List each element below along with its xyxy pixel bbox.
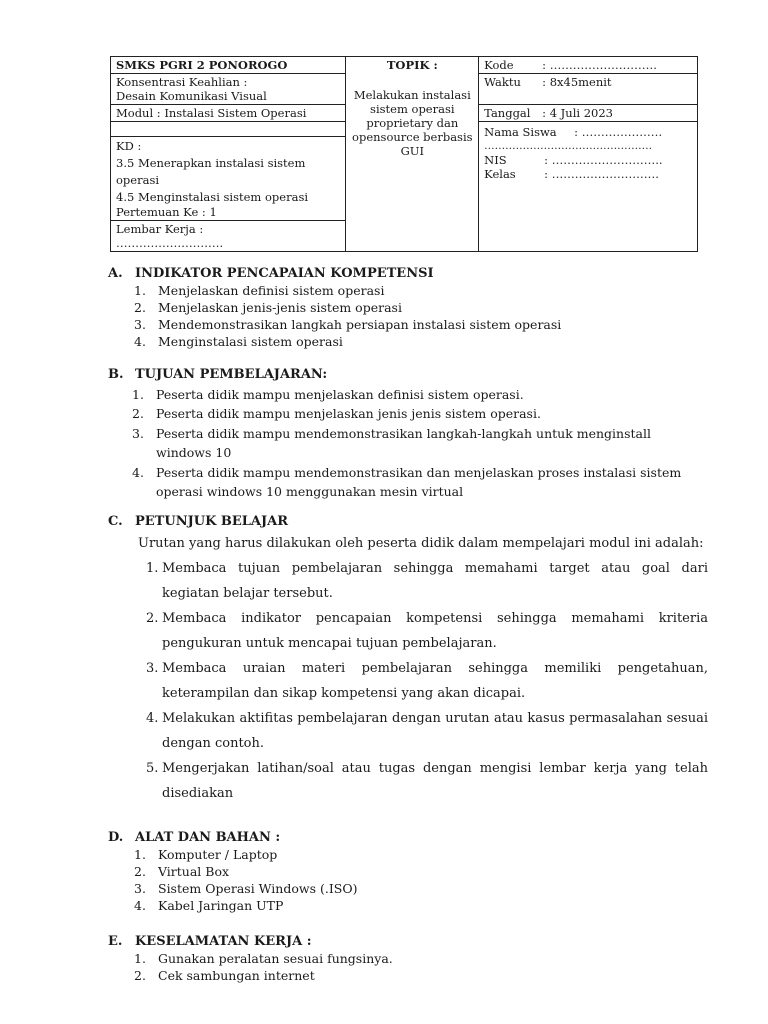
waktu-label: Waktu	[484, 75, 521, 89]
item-number: 2.	[134, 864, 146, 879]
nama-value: : …………………	[574, 125, 663, 139]
section-letter: B.	[108, 367, 124, 382]
item-number: 1.	[134, 951, 146, 966]
item-text: Sistem Operasi Windows (.ISO)	[158, 881, 358, 896]
list-item	[108, 706, 708, 756]
nis-label: NIS	[484, 153, 507, 167]
section-title	[108, 265, 708, 282]
list-item	[108, 897, 708, 914]
item-text: Membaca tujuan pembelajaran sehingga memahami target atau goal dari kegiatan belajar tersebut.	[162, 561, 708, 601]
list-item	[108, 606, 708, 656]
topic-label: TOPIK :	[386, 58, 438, 72]
keselamatan-list	[108, 950, 708, 984]
list-item	[108, 556, 708, 606]
lembar-kerja-cell	[111, 221, 346, 252]
section-letter: E.	[108, 934, 123, 949]
list-item	[108, 424, 698, 463]
item-text: Peserta didik mampu mendemonstrasikan langkah-langkah untuk menginstall windows 10	[156, 425, 651, 460]
item-number: 4.	[134, 898, 146, 913]
item-number: 1.	[134, 847, 146, 862]
item-text: Peserta didik mampu menjelaskan definisi sistem operasi.	[156, 386, 524, 402]
section-letter: D.	[108, 830, 124, 845]
topic-cell	[346, 57, 479, 252]
topic-value: Melakukan instalasi sistem operasi proprietary dan opensource berbasis GUI	[352, 88, 473, 158]
section-heading: INDIKATOR PENCAPAIAN KOMPETENSI	[135, 266, 434, 281]
waktu-cell	[479, 74, 698, 105]
list-item	[108, 282, 708, 299]
item-number: 3.	[134, 317, 146, 332]
item-text: Melakukan aktifitas pembelajaran dengan urutan atau kasus permasalahan sesuai dengan contoh.	[162, 711, 708, 751]
section-alat-bahan	[108, 829, 708, 914]
item-text: Gunakan peralatan sesuai fungsinya.	[158, 951, 393, 966]
alat-list	[108, 846, 708, 914]
tanggal-label: Tanggal	[484, 106, 531, 120]
item-text: Menjelaskan jenis-jenis sistem operasi	[158, 300, 402, 315]
item-number: 4.	[132, 464, 144, 480]
section-heading: TUJUAN PEMBELAJARAN:	[135, 367, 328, 382]
list-item	[108, 385, 698, 405]
list-item	[108, 656, 708, 706]
modul-text: Modul : Instalasi Sistem Operasi	[116, 106, 307, 120]
item-number: 3.	[132, 425, 144, 441]
pertemuan: Pertemuan Ke : 1	[116, 205, 217, 219]
item-number: 2.	[134, 300, 146, 315]
empty-cell	[111, 122, 346, 137]
item-text: Kabel Jaringan UTP	[158, 898, 284, 913]
item-number: 3.	[146, 661, 159, 676]
list-item	[108, 299, 708, 316]
kelas-label: Kelas	[484, 167, 516, 181]
item-number: 4.	[134, 334, 146, 349]
list-item	[108, 846, 708, 863]
kelas-value: : ……………………….	[544, 167, 659, 181]
section-indikator	[108, 265, 708, 350]
item-number: 4.	[146, 711, 159, 726]
kd-45: 4.5 Menginstalasi sistem operasi	[116, 190, 309, 204]
section-petunjuk	[108, 513, 708, 806]
item-number: 1.	[146, 561, 159, 576]
section-title	[108, 365, 708, 385]
petunjuk-intro: Urutan yang harus dilakukan oleh peserta didik dalam mempelajari modul ini adalah:	[138, 536, 704, 551]
list-item	[108, 967, 708, 984]
tanggal-cell	[479, 105, 698, 122]
konsentrasi-value: Desain Komunikasi Visual	[116, 89, 267, 103]
item-text: Komputer / Laptop	[158, 847, 278, 862]
item-text: Menginstalasi sistem operasi	[158, 334, 343, 349]
section-title	[108, 829, 708, 846]
list-item	[108, 463, 698, 502]
list-item	[108, 863, 708, 880]
section-title	[108, 933, 708, 950]
item-number: 2.	[132, 406, 144, 421]
modul-cell	[111, 105, 346, 122]
section-heading: KESELAMATAN KERJA :	[135, 934, 312, 949]
kode-label: Kode	[484, 58, 514, 72]
student-cell	[479, 122, 698, 252]
list-item	[108, 756, 708, 806]
school-name: SMKS PGRI 2 PONOROGO	[116, 58, 288, 72]
nama-dots: …………………………………………	[484, 140, 653, 152]
section-heading: PETUNJUK BELAJAR	[135, 514, 289, 529]
konsentrasi-cell	[111, 74, 346, 105]
kode-cell	[479, 57, 698, 74]
petunjuk-list	[108, 556, 708, 806]
item-number: 2.	[146, 611, 159, 626]
item-text: Peserta didik mampu mendemonstrasikan dan menjelaskan proses instalasi sistem operasi windows 10 menggunakan mesin virtual	[156, 464, 682, 499]
kd-35: 3.5 Menerapkan instalasi sistem operasi	[116, 156, 306, 187]
item-text: Mendemonstrasikan langkah persiapan instalasi sistem operasi	[158, 317, 562, 332]
list-item	[108, 880, 708, 897]
tujuan-list	[108, 385, 698, 502]
section-letter: A.	[108, 266, 123, 281]
list-item	[108, 950, 708, 967]
section-title	[108, 513, 708, 531]
nama-label: Nama Siswa	[484, 125, 557, 139]
item-text: Peserta didik mampu menjelaskan jenis jenis sistem operasi.	[156, 406, 541, 421]
section-keselamatan	[108, 933, 708, 984]
item-text: Mengerjakan latihan/soal atau tugas dengan mengisi lembar kerja yang telah disediakan	[162, 761, 708, 801]
item-text: Menjelaskan definisi sistem operasi	[158, 283, 385, 298]
lembar-kerja-value: ……………………….	[116, 236, 224, 250]
item-number: 3.	[134, 881, 146, 896]
list-item	[108, 333, 708, 350]
indikator-list	[108, 282, 708, 350]
kd-label: KD :	[116, 139, 142, 153]
item-text: Membaca indikator pencapaian kompetensi sehingga memahami kriteria pengukuran untuk mencapai tujuan pembelajaran.	[162, 611, 708, 651]
school-cell	[111, 57, 346, 74]
item-text: Cek sambungan internet	[158, 968, 315, 983]
list-item	[108, 316, 708, 333]
kd-cell	[111, 137, 346, 221]
item-number: 2.	[134, 968, 146, 983]
item-number: 1.	[132, 386, 144, 402]
konsentrasi-label: Konsentrasi Keahlian :	[116, 75, 248, 89]
header-table	[110, 56, 698, 252]
item-number: 1.	[134, 283, 146, 298]
waktu-value: : 8x45menit	[542, 75, 612, 89]
section-letter: C.	[108, 514, 123, 529]
item-text: Membaca uraian materi pembelajaran sehingga memiliki pengetahuan, keterampilan dan sikap kompetensi yang akan dicapai.	[162, 661, 708, 701]
lembar-kerja-label: Lembar Kerja :	[116, 222, 204, 236]
section-heading: ALAT DAN BAHAN :	[135, 830, 281, 845]
kode-value: : ……………………….	[542, 58, 657, 72]
nis-value: : ………………………..	[544, 153, 663, 167]
tanggal-value: : 4 Juli 2023	[542, 106, 613, 120]
item-number: 5.	[146, 761, 159, 776]
item-text: Virtual Box	[158, 864, 230, 879]
list-item	[108, 404, 698, 424]
section-tujuan	[108, 365, 708, 502]
